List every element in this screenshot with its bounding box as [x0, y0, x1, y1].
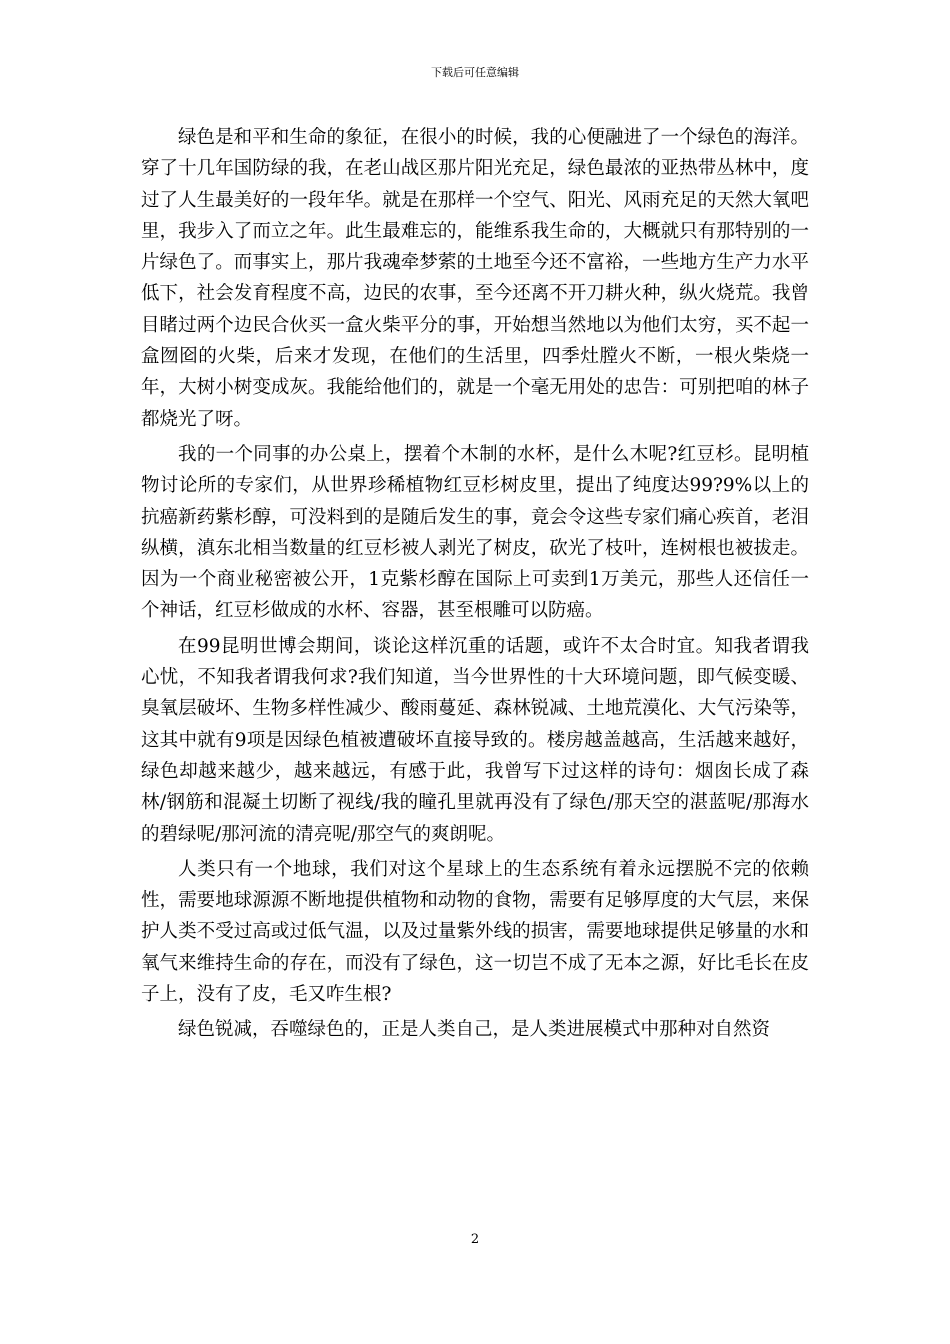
paragraph-5: 绿色锐减，吞噬绿色的，正是人类自己，是人类进展模式中那种对自然资 [178, 1019, 771, 1041]
page-number: 2 [470, 1232, 480, 1247]
paragraph-1: 绿色是和平和生命的象征，在很小的时候，我的心便融进了一个绿色的海洋。穿了十几年国防绿的我，在老山战区那片阳光充足，绿色最浓的亚热带丛林中，度过了人生最美好的一段年华。就是在那样一个空气、阳光、风雨充足的天然大氧吧里，我步入了而立之年。此生最难忘的，能维系我生命的，大概就只有那特别的一片绿色了。而事实上，那片我魂牵梦萦的土地至今还不富裕，一些地方生产力水平低下，社会发育程度不高，边民的农事，至今还离不开刀耕火种，纵火烧荒。我曾目睹过两个边民合伙买一盒火柴平分的事，开始想当然地以为他们太穷，买不起一盒囫囵的火柴，后来才发现，在他们的生活里，四季灶膛火不断，一根火柴烧一年，大树小树变成灰。我能给他们的，就是一个毫无用处的忠告：可别把咱的林子都烧光了呀。 [141, 127, 809, 430]
page-header-note: 下载后可任意编辑 [431, 66, 519, 79]
document-body [141, 122, 809, 1050]
paragraph-2: 我的一个同事的办公桌上，摆着个木制的水杯，是什么木呢?红豆杉。昆明植物讨论所的专家们，从世界珍稀植物红豆杉树皮里，提出了纯度达99?9%以上的抗癌新药紫杉醇，可没料到的是随后发生的事，竟会令这些专家们痛心疾首，老泪纵横，滇东北相当数量的红豆杉被人剥光了树皮，砍光了枝叶，连树根也被拔走。因为一个商业秘密被公开，1克紫杉醇在国际上可卖到1万美元，那些人还信任一个神话，红豆杉做成的水杯、容器，甚至根雕可以防癌。 [141, 443, 809, 622]
paragraph-4: 人类只有一个地球，我们对这个星球上的生态系统有着永远摆脱不完的依赖性，需要地球源源不断地提供植物和动物的食物，需要有足够厚度的大气层，来保护人类不受过高或过低气温，以及过量紫外线的损害，需要地球提供足够量的水和氧气来维持生命的存在，而没有了绿色，这一切岂不成了无本之源，好比毛长在皮子上，没有了皮，毛又咋生根? [141, 858, 809, 1006]
paragraph-3: 在99昆明世博会期间，谈论这样沉重的话题，或许不太合时宜。知我者谓我心忧，不知我者谓我何求?我们知道，当今世界性的十大环境问题，即气候变暖、臭氧层破坏、生物多样性减少、酸雨蔓延、森林锐减、土地荒漠化、大气污染等，这其中就有9项是因绿色植被遭破坏直接导致的。楼房越盖越高，生活越来越好，绿色却越来越少，越来越远，有感于此，我曾写下过这样的诗句：烟囱长成了森林/钢筋和混凝土切断了视线/我的瞳孔里就再没有了绿色/那天空的湛蓝呢/那海水的碧绿呢/那河流的清亮呢/那空气的爽朗呢。 [141, 635, 809, 845]
